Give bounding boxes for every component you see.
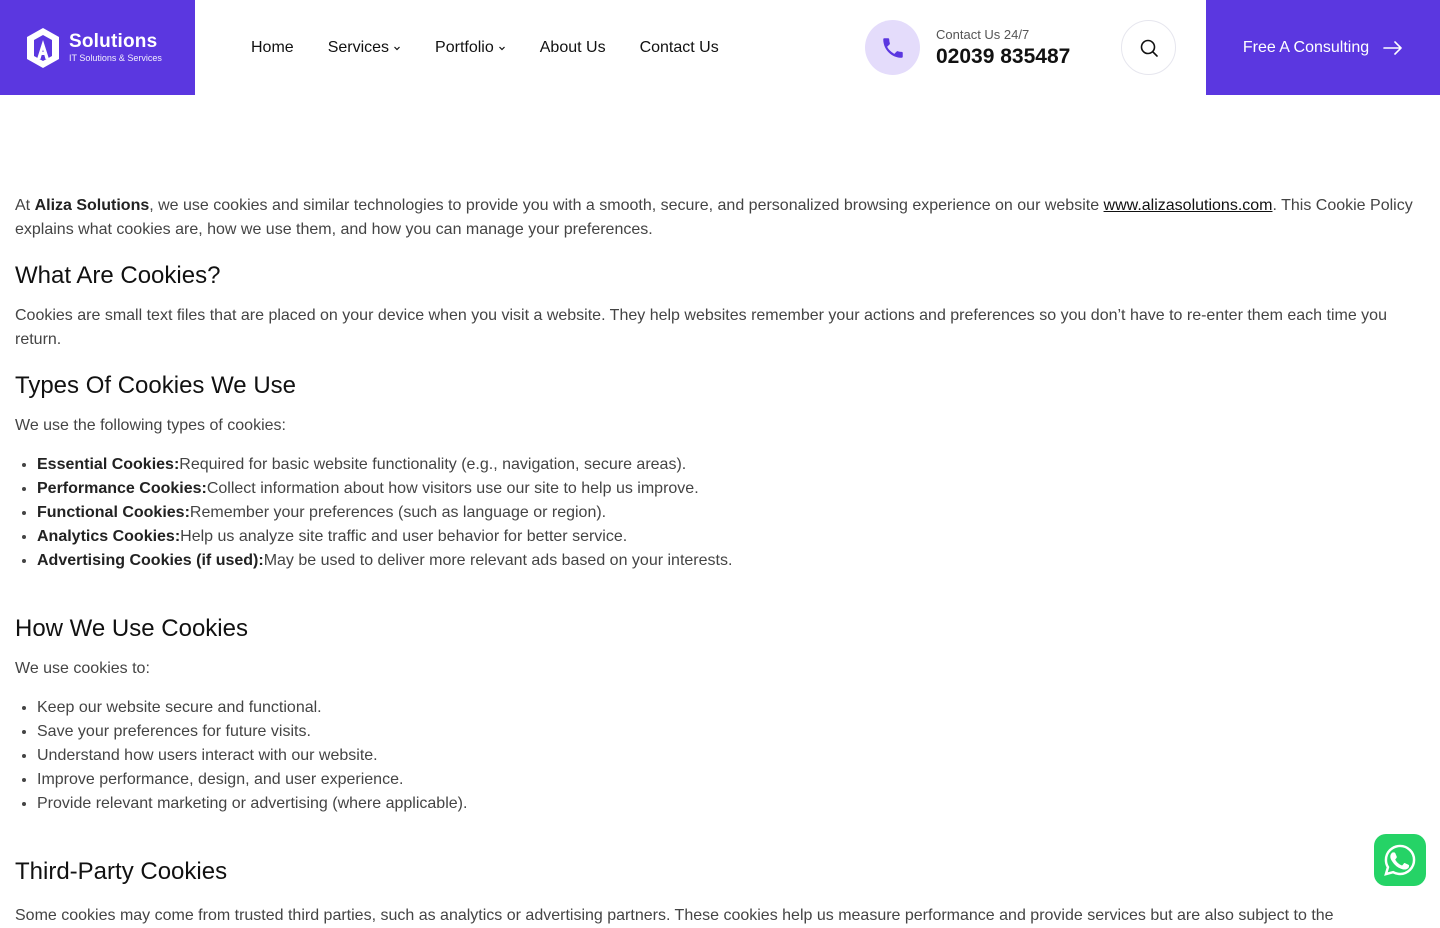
search-icon	[1139, 38, 1159, 58]
nav-item-portfolio[interactable]	[435, 39, 506, 57]
cookie-policy-content	[15, 194, 1425, 928]
list-item-term: Advertising Cookies (if used):	[37, 552, 264, 569]
list-item: • Improve performance, design, and user experience.	[37, 768, 1425, 792]
list-item	[37, 453, 1425, 477]
list-item-desc: Required for basic website functionality (e.g., navigation, secure areas).	[179, 456, 687, 473]
chevron-down-icon	[498, 44, 506, 52]
list-item-term: Functional Cookies:	[37, 504, 190, 521]
site-header	[0, 0, 1440, 95]
third-party-text: Some cookies may come from trusted third parties, such as analytics or advertising partners. These cookies help us measure performance and provide services but are also subject to the	[15, 907, 1334, 924]
list-item: • Provide relevant marketing or advertising (where applicable).	[37, 792, 1425, 816]
nav-item-label: Contact Us	[639, 38, 719, 56]
nav-item-home[interactable]	[251, 39, 294, 57]
whatsapp-icon	[1382, 842, 1418, 878]
logo-mark-icon	[23, 26, 63, 70]
logo-tagline: IT Solutions & Services	[69, 52, 162, 63]
how-we-use-intro: We use cookies to:	[15, 660, 150, 677]
how-we-use-list	[15, 696, 1425, 816]
phone-icon	[865, 20, 920, 75]
cta-label: Free A Consulting	[1242, 38, 1370, 56]
nav-item-label: Home	[251, 38, 294, 56]
search-button[interactable]	[1121, 20, 1176, 75]
chevron-down-icon	[393, 44, 401, 52]
company-name: Aliza Solutions	[34, 197, 150, 214]
list-item-desc: Help us analyze site traffic and user behavior for better service.	[180, 528, 628, 545]
list-item	[37, 477, 1425, 501]
intro-suffix: . This Cookie Policy explains what cookies are, how we use them, and how you can manage your preferences.	[15, 197, 1413, 238]
list-item-desc: Remember your preferences (such as language or region).	[189, 504, 607, 521]
list-item: • Keep our website secure and functional.	[37, 696, 1425, 720]
list-item: • Save your preferences for future visits.	[37, 720, 1425, 744]
types-heading: Types Of Cookies We Use	[15, 372, 296, 399]
what-are-cookies-text: Cookies are small text files that are placed on your device when you visit a website. They help websites remember your actions and preferences so you don’t have to re-enter them each time you return.	[15, 307, 1387, 348]
nav-item-label: Services	[327, 38, 390, 56]
whatsapp-button[interactable]	[1374, 834, 1426, 886]
types-list	[15, 453, 1425, 573]
main-nav	[251, 0, 753, 95]
contact-label: Contact Us 24/7	[936, 26, 1030, 42]
list-item: • Understand how users interact with our website.	[37, 744, 1425, 768]
intro-prefix: At	[15, 197, 35, 214]
list-item	[37, 501, 1425, 525]
nav-item-about[interactable]	[540, 39, 606, 57]
intro-mid: , we use cookies and similar technologies to provide you with a smooth, secure, and personalized browsing experience on our website	[149, 197, 1104, 214]
logo-title: Solutions	[69, 30, 158, 52]
list-item	[37, 549, 1425, 573]
contact-block[interactable]	[865, 20, 1070, 75]
nav-item-contact[interactable]	[640, 39, 719, 57]
contact-phone-number[interactable]: 02039 835487	[936, 44, 1071, 68]
website-link[interactable]: www.alizasolutions.com	[1103, 197, 1273, 214]
what-are-cookies-heading: What Are Cookies?	[15, 262, 221, 289]
free-consulting-button[interactable]	[1206, 0, 1440, 95]
logo[interactable]	[0, 0, 195, 95]
list-item-desc: May be used to deliver more relevant ads based on your interests.	[263, 552, 733, 569]
how-we-use-heading: How We Use Cookies	[15, 615, 248, 642]
list-item-term: Analytics Cookies:	[37, 528, 181, 545]
nav-item-label: About Us	[539, 38, 606, 56]
list-item-desc: Collect information about how visitors use our site to help us improve.	[206, 480, 699, 497]
intro-paragraph	[15, 194, 1425, 242]
list-item-term: Performance Cookies:	[37, 480, 207, 497]
third-party-heading: Third-Party Cookies	[15, 858, 228, 885]
list-item	[37, 525, 1425, 549]
list-item-term: Essential Cookies:	[37, 456, 180, 473]
nav-item-label: Portfolio	[435, 38, 494, 56]
arrow-right-icon	[1383, 41, 1403, 55]
types-intro: We use the following types of cookies:	[15, 417, 286, 434]
nav-item-services[interactable]	[328, 39, 401, 57]
